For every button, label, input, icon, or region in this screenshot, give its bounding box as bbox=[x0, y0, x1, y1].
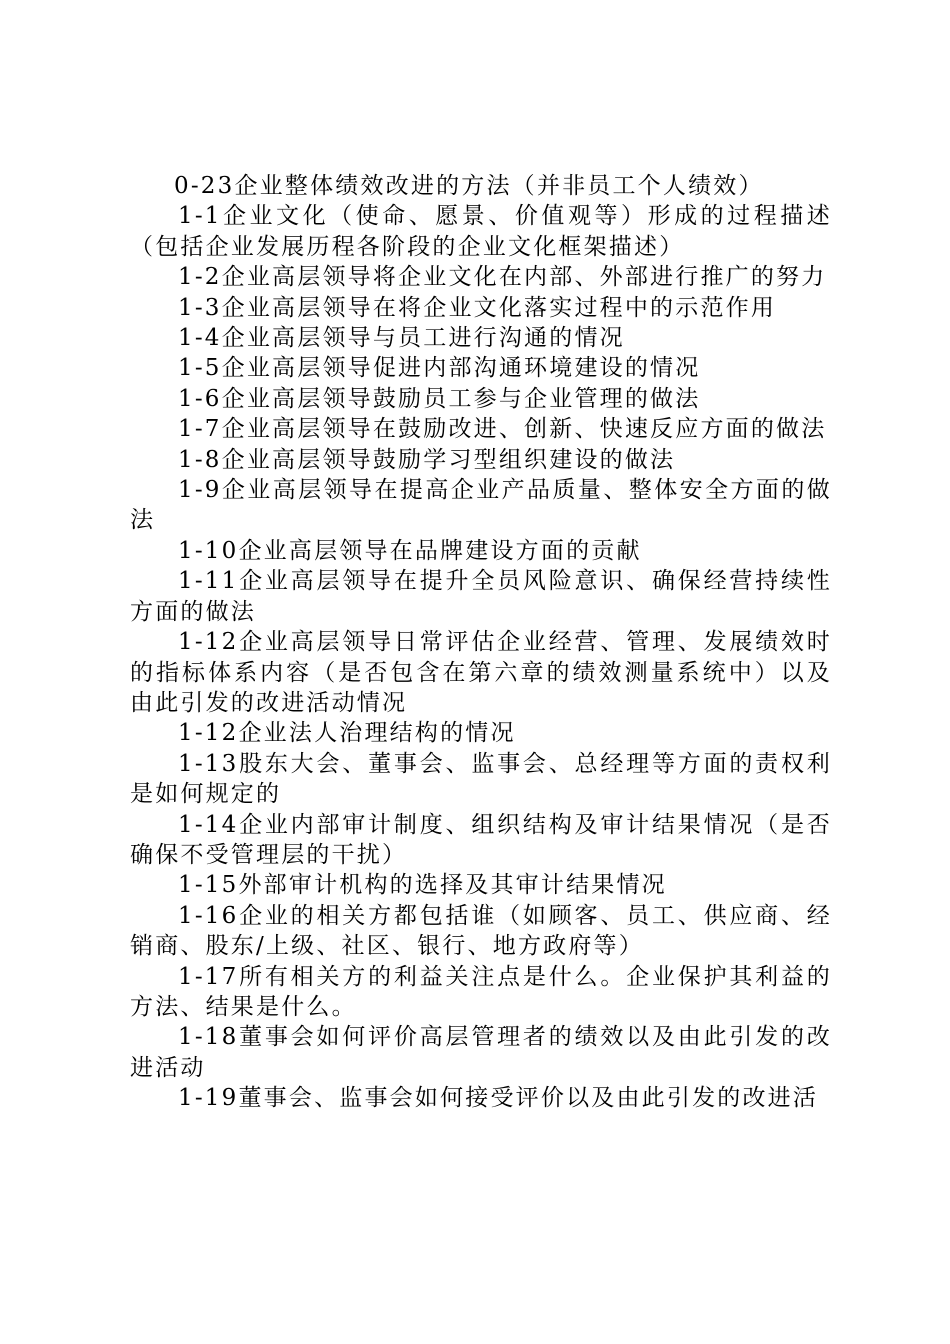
paragraph-1-7: 1-7企业高层领导在鼓励改进、创新、快速反应方面的做法 bbox=[178, 416, 827, 443]
paragraph-1-1: 1-1企业文化（使命、愿景、价值观等）形成的过程描述（包括企业发展历程各阶段的企业文化框架描述） bbox=[130, 203, 832, 260]
paragraph-1-13: 1-13股东大会、董事会、监事会、总经理等方面的责权利是如何规定的 bbox=[130, 750, 832, 808]
document-body bbox=[130, 171, 832, 1114]
paragraph-1-11: 1-11企业高层领导在提升全员风险意识、确保经营持续性方面的做法 bbox=[130, 568, 832, 625]
paragraph-1-8: 1-8企业高层领导鼓励学习型组织建设的做法 bbox=[178, 446, 676, 473]
paragraph-1-19: 1-19董事会、监事会如何接受评价以及由此引发的改进活 bbox=[178, 1085, 819, 1112]
paragraph-1-5: 1-5企业高层领导促进内部沟通环境建设的情况 bbox=[178, 355, 701, 382]
paragraph-1-3: 1-3企业高层领导在将企业文化落实过程中的示范作用 bbox=[178, 294, 777, 321]
paragraph-1-15: 1-15外部审计机构的选择及其审计结果情况 bbox=[178, 872, 667, 899]
paragraph-1-10: 1-10企业高层领导在品牌建设方面的贡献 bbox=[178, 537, 642, 564]
paragraph-0-23: 0-23企业整体绩效改进的方法（并非员工个人绩效） bbox=[174, 173, 764, 199]
paragraph-1-16: 1-16企业的相关方都包括谁（如顾客、员工、供应商、经销商、股东/上级、社区、银行、地方政府等） bbox=[130, 902, 832, 960]
paragraph-1-14: 1-14企业内部审计制度、组织结构及审计结果情况（是否确保不受管理层的干扰） bbox=[130, 811, 832, 868]
paragraph-1-2: 1-2企业高层领导将企业文化在内部、外部进行推广的努力 bbox=[178, 264, 827, 291]
paragraph-1-12-b: 1-12企业法人治理结构的情况 bbox=[178, 720, 516, 747]
paragraph-1-9: 1-9企业高层领导在提高企业产品质量、整体安全方面的做法 bbox=[130, 477, 832, 534]
paragraph-1-18: 1-18董事会如何评价高层管理者的绩效以及由此引发的改进活动 bbox=[130, 1024, 832, 1081]
paragraph-1-12-a: 1-12企业高层领导日常评估企业经营、管理、发展绩效时的指标体系内容（是否包含在第六章的绩效测量系统中）以及由此引发的改进活动情况 bbox=[130, 629, 832, 716]
paragraph-1-6: 1-6企业高层领导鼓励员工参与企业管理的做法 bbox=[178, 385, 701, 412]
paragraph-1-17: 1-17所有相关方的利益关注点是什么。企业保护其利益的方法、结果是什么。 bbox=[130, 963, 832, 1020]
paragraph-1-4: 1-4企业高层领导与员工进行沟通的情况 bbox=[178, 325, 625, 352]
